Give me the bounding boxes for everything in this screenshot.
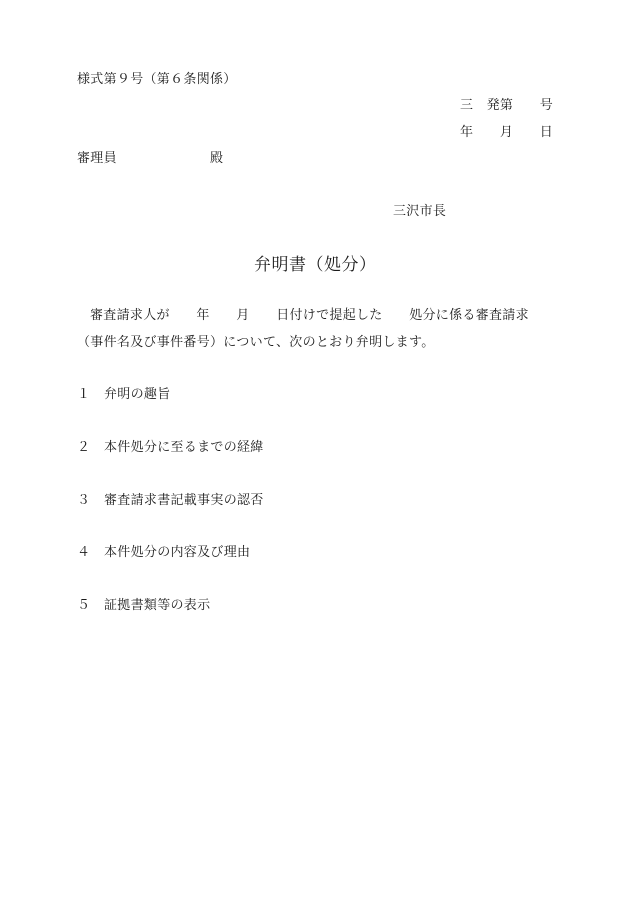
- section-label: 本件処分の内容及び理由: [104, 545, 251, 560]
- section-3: [77, 493, 264, 509]
- section-label: 証拠書類等の表示: [104, 598, 211, 613]
- section-2: [77, 440, 264, 456]
- section-number: ５: [77, 598, 91, 613]
- body-line-2: （事件名及び事件番号）について、次のとおり弁明します。: [77, 335, 435, 350]
- section-5: [77, 598, 210, 614]
- section-4: [77, 545, 250, 561]
- form-id: 様式第９号（第６条関係）: [77, 72, 237, 87]
- document-date: 年 月 日: [460, 125, 554, 140]
- issuer: 三沢市長: [393, 204, 447, 219]
- section-number: ２: [77, 440, 91, 455]
- section-number: １: [77, 387, 91, 402]
- section-number: ４: [77, 545, 91, 560]
- addressee: 審理員 殿: [77, 151, 224, 166]
- body-line-1: 審査請求人が 年 月 日付けで提起した 処分に係る審査請求: [90, 308, 529, 323]
- section-label: 弁明の趣旨: [104, 387, 171, 402]
- section-label: 審査請求書記載事実の認否: [104, 493, 264, 508]
- section-number: ３: [77, 493, 91, 508]
- section-label: 本件処分に至るまでの経緯: [104, 440, 264, 455]
- document-number: 三 発第 号: [460, 98, 554, 113]
- section-1: [77, 387, 171, 403]
- document-title: 弁明書（処分）: [254, 255, 377, 275]
